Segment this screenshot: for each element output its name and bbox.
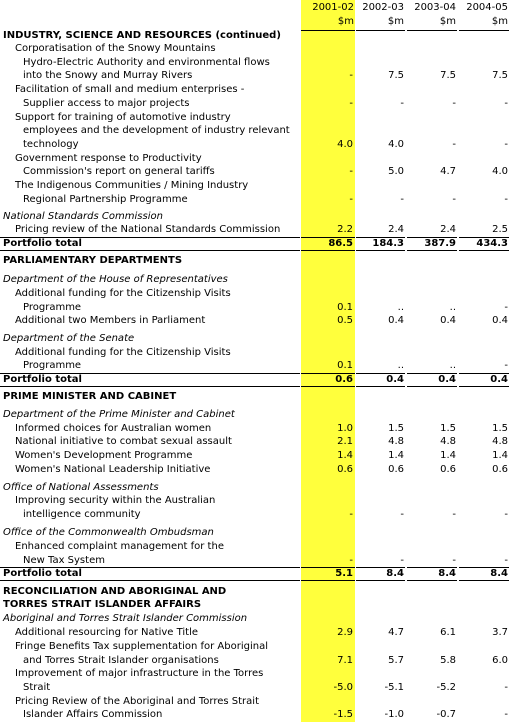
total-rule-bottom [459,580,509,581]
row-label: Government response to Productivity [15,153,202,164]
item-row [0,709,511,722]
value-cell: - [452,194,456,205]
value-cell: 7.5 [440,70,456,81]
col-unit: $m [337,16,354,27]
value-cell: 2.1 [337,436,353,447]
subsection-heading [0,409,511,422]
value-cell: 5.0 [388,166,404,177]
value-cell: - [452,98,456,109]
row-label: Office of National Assessments [3,482,159,493]
subsection-heading [0,482,511,495]
total-rule-top [459,237,509,238]
row-label: Programme [23,302,82,313]
row-label: National initiative to combat sexual assault [15,436,232,447]
value-cell: .. [397,360,404,371]
row-label: Facilitation of small and medium enterprises - [15,84,245,95]
item-text [0,641,511,654]
value-cell: - [349,555,353,566]
value-cell: - [504,360,508,371]
value-cell: -5.2 [436,682,456,693]
col-header-2001-02 [301,2,355,31]
value-cell: 8.4 [438,568,456,579]
value-cell: - [349,166,353,177]
row-label: Support for training of automotive industry [15,112,231,123]
value-cell: 0.1 [337,360,353,371]
total-rule-bottom [356,580,405,581]
row-label: TORRES STRAIT ISLANDER AFFAIRS [3,599,202,610]
portfolio-total-row [0,568,511,581]
row-label: technology [23,139,79,150]
value-cell: 1.5 [492,423,508,434]
value-cell: 5.8 [440,655,456,666]
row-label: Pricing review of the National Standards Commission [15,224,281,235]
value-cell: .. [449,360,456,371]
row-label: The Indigenous Communities / Mining Industry [15,180,249,191]
subsection-heading [0,613,511,626]
col-year: 2001-02 [312,2,354,13]
row-label: Portfolio total [3,374,82,385]
value-cell: - [400,194,404,205]
value-cell: 1.4 [440,450,456,461]
value-cell: 0.6 [388,464,404,475]
item-text [0,112,511,125]
item-text [0,288,511,301]
value-cell: 8.4 [386,568,404,579]
row-label: Informed choices for Australian women [15,423,212,434]
value-cell: 0.4 [388,315,404,326]
total-rule-top [356,567,405,568]
item-text [0,696,511,709]
value-cell: .. [449,302,456,313]
total-rule-bottom [301,386,355,387]
value-cell: - [504,302,508,313]
value-cell: 0.4 [438,374,456,385]
row-label: Regional Partnership Programme [23,194,188,205]
row-label: Fringe Benefits Tax supplementation for Aboriginal [15,641,269,652]
section-heading [0,586,511,599]
value-cell: 8.4 [490,568,508,579]
value-cell: - [400,555,404,566]
subsection-heading [0,211,511,224]
item-text [0,668,511,681]
value-cell: 184.3 [372,238,404,249]
item-row [0,139,511,152]
item-row [0,302,511,315]
item-row [0,194,511,207]
total-rule-label-bottom [0,386,300,387]
value-cell: 1.5 [440,423,456,434]
total-rule-top [407,567,457,568]
value-cell: 4.0 [492,166,508,177]
row-label: PRIME MINISTER AND CABINET [3,391,177,402]
row-label: Aboriginal and Torres Strait Islander Commission [3,613,248,624]
value-cell: 86.5 [328,238,353,249]
total-rule-bottom [407,580,457,581]
row-label: intelligence community [23,509,141,520]
row-label: INDUSTRY, SCIENCE AND RESOURCES (continued) [3,30,281,41]
subsection-heading [0,527,511,540]
total-rule-bottom [301,250,355,251]
value-cell: 0.6 [492,464,508,475]
row-label: National Standards Commission [3,211,163,222]
total-rule-top [356,237,405,238]
item-row [0,464,511,477]
value-cell: - [400,509,404,520]
col-unit: $m [491,16,508,27]
item-text [0,180,511,193]
item-row [0,315,511,328]
subsection-heading [0,274,511,287]
row-label: Supplier access to major projects [23,98,190,109]
value-cell: 434.3 [476,238,508,249]
item-text [0,153,511,166]
item-row [0,98,511,111]
value-cell: 4.8 [440,436,456,447]
value-cell: -1.0 [384,709,404,720]
item-text [0,57,511,70]
row-label: Department of the Senate [3,333,135,344]
value-cell: 5.7 [388,655,404,666]
value-cell: -0.7 [436,709,456,720]
value-cell: 0.4 [386,374,404,385]
value-cell: - [349,70,353,81]
row-label: Additional funding for the Citizenship Visits [15,288,231,299]
value-cell: 6.1 [440,627,456,638]
col-year: 2003-04 [414,2,456,13]
value-cell: - [504,509,508,520]
total-rule-label [0,567,300,568]
value-cell: 0.6 [337,464,353,475]
value-cell: 2.9 [337,627,353,638]
value-cell: 7.1 [337,655,353,666]
row-label: Enhanced complaint management for the [15,541,224,552]
col-year: 2004-05 [466,2,508,13]
value-cell: 1.5 [388,423,404,434]
value-cell: 0.4 [440,315,456,326]
value-cell: -5.0 [333,682,353,693]
row-label: into the Snowy and Murray Rivers [23,70,193,81]
row-label: Hydro-Electric Authority and environmental flows [23,57,270,68]
total-rule-label [0,373,300,374]
section-heading [0,391,511,404]
total-rule-label-bottom [0,580,300,581]
row-label: RECONCILIATION AND ABORIGINAL AND [3,586,227,597]
row-label: Pricing Review of the Aboriginal and Torres Strait [15,696,259,707]
value-cell: 5.1 [335,568,353,579]
row-label: Portfolio total [3,238,82,249]
value-cell: 2.5 [492,224,508,235]
value-cell: 0.1 [337,302,353,313]
value-cell: - [504,139,508,150]
section-heading [0,599,511,612]
value-cell: - [400,98,404,109]
total-rule-bottom [301,580,355,581]
value-cell: 387.9 [424,238,456,249]
col-unit: $m [439,16,456,27]
total-rule-top [407,237,457,238]
value-cell: - [452,509,456,520]
row-label: employees and the development of industry relevant [23,125,290,136]
item-text [0,125,511,138]
value-cell: 1.0 [337,423,353,434]
row-label: Programme [23,360,82,371]
row-label: Commission's report on general tariffs [23,166,215,177]
value-cell: -5.1 [384,682,404,693]
total-rule-top [356,373,405,374]
col-header-2002-03 [356,2,405,31]
total-rule-bottom [459,386,509,387]
value-cell: 2.4 [388,224,404,235]
row-label: Women's Development Programme [15,450,193,461]
value-cell: 0.5 [337,315,353,326]
col-header-2004-05 [459,2,509,31]
value-cell: 1.4 [388,450,404,461]
value-cell: 0.4 [492,315,508,326]
row-label: Strait [23,682,51,693]
value-cell: 1.4 [492,450,508,461]
value-cell: - [504,194,508,205]
value-cell: - [452,139,456,150]
item-row [0,450,511,463]
item-text [0,541,511,554]
subsection-heading [0,333,511,346]
item-row [0,70,511,83]
value-cell: 7.5 [492,70,508,81]
portfolio-total-row [0,238,511,251]
value-cell: - [349,194,353,205]
row-label: Department of the Prime Minister and Cabinet [3,409,235,420]
value-cell: 4.0 [388,139,404,150]
value-cell: 0.6 [335,374,353,385]
item-text [0,495,511,508]
item-row [0,436,511,449]
row-label: Portfolio total [3,568,82,579]
value-cell: - [504,555,508,566]
value-cell: 7.5 [388,70,404,81]
total-rule-top [407,373,457,374]
value-cell: 0.4 [490,374,508,385]
value-cell: - [349,98,353,109]
value-cell: - [452,555,456,566]
value-cell: 2.2 [337,224,353,235]
col-header-2003-04 [407,2,457,31]
row-label: Corporatisation of the Snowy Mountains [15,43,216,54]
row-label: Islander Affairs Commission [23,709,163,720]
item-row [0,655,511,668]
item-row [0,509,511,522]
total-rule-top [301,237,355,238]
row-label: and Torres Strait Islander organisations [23,655,219,666]
value-cell: 4.8 [492,436,508,447]
value-cell: 4.0 [337,139,353,150]
row-label: Office of the Commonwealth Ombudsman [3,527,214,538]
total-rule-top [459,567,509,568]
value-cell: .. [397,302,404,313]
value-cell: -1.5 [333,709,353,720]
item-text [0,347,511,360]
value-cell: 4.7 [440,166,456,177]
col-year: 2002-03 [362,2,404,13]
value-cell: 0.6 [440,464,456,475]
col-unit: $m [387,16,404,27]
total-rule-bottom [356,386,405,387]
portfolio-total-row [0,374,511,387]
row-label: Improvement of major infrastructure in the Torres [15,668,264,679]
row-label: Additional resourcing for Native Title [15,627,199,638]
value-cell: - [349,509,353,520]
total-rule-bottom [407,386,457,387]
item-row [0,360,511,373]
total-rule-label [0,237,300,238]
value-cell: - [504,709,508,720]
item-row [0,423,511,436]
total-rule-bottom [459,250,509,251]
value-cell: 4.8 [388,436,404,447]
item-row [0,166,511,179]
value-cell: - [504,682,508,693]
total-rule-bottom [407,250,457,251]
value-cell: 3.7 [492,627,508,638]
row-label: Additional two Members in Parliament [15,315,206,326]
row-label: Additional funding for the Citizenship Visits [15,347,231,358]
value-cell: 6.0 [492,655,508,666]
row-label: Department of the House of Representatives [3,274,228,285]
total-rule-label-bottom [0,250,300,251]
item-row [0,682,511,695]
row-label: Improving security within the Australian [15,495,216,506]
value-cell: 1.4 [337,450,353,461]
total-rule-top [459,373,509,374]
item-text [0,43,511,56]
total-rule-top [301,567,355,568]
total-rule-bottom [356,250,405,251]
total-rule-top [301,373,355,374]
row-label: New Tax System [23,555,105,566]
value-cell: 4.7 [388,627,404,638]
item-row [0,224,511,237]
row-label: PARLIAMENTARY DEPARTMENTS [3,255,183,266]
section-heading [0,255,511,268]
value-cell: - [504,98,508,109]
value-cell: 2.4 [440,224,456,235]
row-label: Women's National Leadership Initiative [15,464,211,475]
item-text [0,84,511,97]
item-row [0,627,511,640]
section-heading [0,30,511,43]
